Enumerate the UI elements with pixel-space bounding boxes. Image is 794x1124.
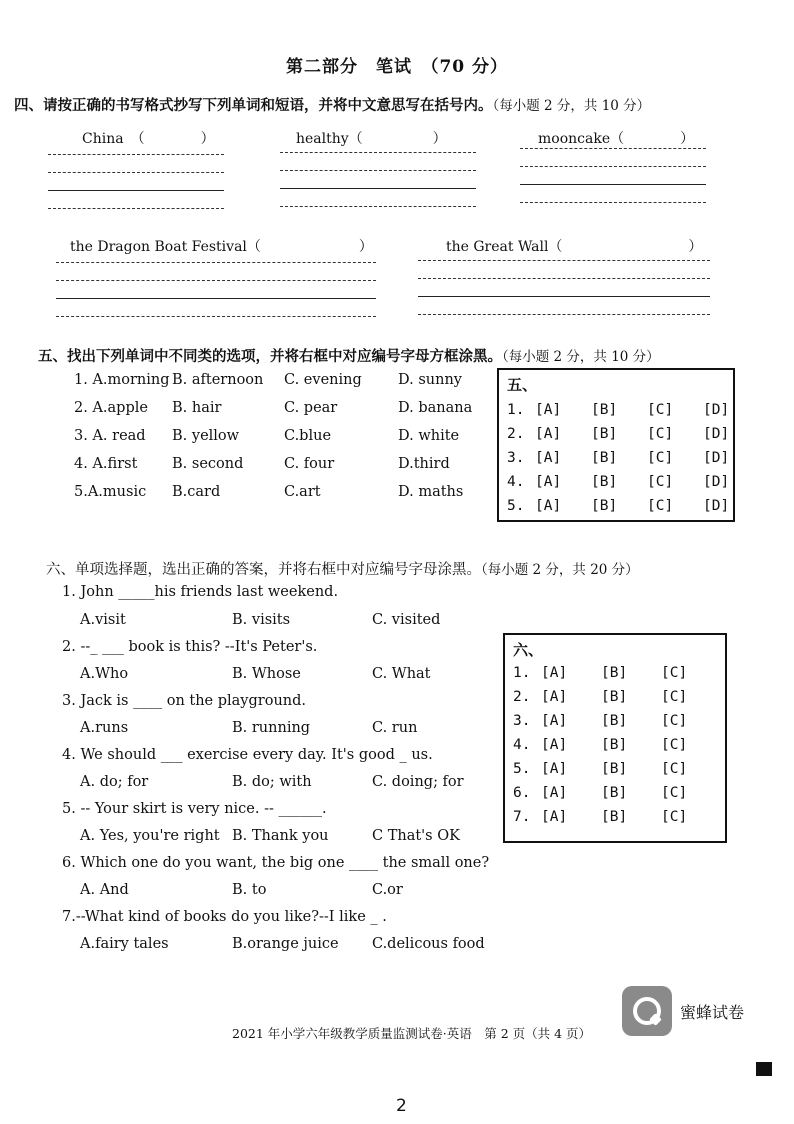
s5-answer-row-2 [507, 426, 729, 442]
s5-ans3-num: 3. [507, 450, 525, 466]
copy-item-healthy: healthy（ ） [296, 131, 447, 147]
s5-q3-d: D. white [398, 428, 460, 444]
s5-ans3-c[interactable]: [C] [647, 450, 674, 466]
s5-q3-c: C.blue [284, 428, 332, 444]
s5-ans3-b[interactable]: [B] [591, 450, 618, 466]
s5-ans1-d[interactable]: [D] [703, 402, 730, 418]
s6-q6-c: C.or [372, 882, 403, 898]
s6-answer-row-5 [513, 761, 687, 777]
s6-q7-a: A.fairy tales [80, 936, 169, 952]
section6-answer-box [503, 633, 727, 843]
s6-q1-b: B. visits [232, 612, 291, 628]
s6-answer-row-3 [513, 713, 687, 729]
s6-q5-stem: 5. -- Your skirt is very nice. -- ______. [62, 801, 327, 817]
s6-q1-a: A.visit [80, 612, 126, 628]
s6-q3-stem: 3. Jack is ____ on the playground. [62, 693, 307, 709]
s6-ans6-num: 6. [513, 785, 531, 801]
copy-item-mooncake: mooncake（ ） [538, 131, 695, 147]
s6-ans5-b[interactable]: [B] [601, 761, 628, 777]
s6-ans7-a[interactable]: [A] [541, 809, 568, 825]
s6-ans3-num: 3. [513, 713, 531, 729]
s5-q4-c: C. four [284, 456, 335, 472]
s6-ans7-b[interactable]: [B] [601, 809, 628, 825]
s6-q3-b: B. running [232, 720, 311, 736]
s6-q5-c: C That's OK [372, 828, 460, 844]
s6-answer-row-2 [513, 689, 687, 705]
writing-lines-china[interactable] [48, 150, 224, 214]
s5-q3-a: 3. A. read [74, 428, 146, 444]
brand-logo-icon [622, 986, 672, 1036]
s5-answer-row-5 [507, 498, 729, 514]
s5-ans1-c[interactable]: [C] [647, 402, 674, 418]
s5-q2-d: D. banana [398, 400, 473, 416]
s6-q5-a: A. Yes, you're right [80, 828, 220, 844]
s6-q4-b: B. do; with [232, 774, 312, 790]
s6-ans5-c[interactable]: [C] [661, 761, 688, 777]
s5-ans4-d[interactable]: [D] [703, 474, 730, 490]
s5-q2-a: 2. A.apple [74, 400, 148, 416]
s6-ans5-a[interactable]: [A] [541, 761, 568, 777]
s6-q4-a: A. do; for [80, 774, 149, 790]
s6-ans2-num: 2. [513, 689, 531, 705]
s5-ans2-num: 2. [507, 426, 525, 442]
s5-q4-a: 4. A.first [74, 456, 138, 472]
s6-q2-b: B. Whose [232, 666, 301, 682]
s5-q5-b: B.card [172, 484, 221, 500]
section5-note: （每小题 2 分，共 10 分） [502, 349, 660, 365]
s5-ans5-d[interactable]: [D] [703, 498, 730, 514]
s6-answer-row-1 [513, 665, 687, 681]
s6-answer-row-6 [513, 785, 687, 801]
s6-q7-c: C.delicous food [372, 936, 485, 952]
section4-heading [14, 94, 650, 115]
section5-heading-text: 五、找出下列单词中不同类的选项，并将右框中对应编号字母方框涂黑。 [38, 348, 502, 365]
section4-note: （每小题 2 分，共 10 分） [492, 98, 651, 114]
s5-ans2-d[interactable]: [D] [703, 426, 730, 442]
s5-answer-row-3 [507, 450, 729, 466]
s5-q4-b: B. second [172, 456, 244, 472]
s5-ans2-c[interactable]: [C] [647, 426, 674, 442]
s5-q1-b: B. afternoon [172, 372, 264, 388]
s5-q1-c: C. evening [284, 372, 362, 388]
s6-q6-stem: 6. Which one do you want, the big one ____ the small one? [62, 855, 490, 871]
section5-answer-box-title: 五、 [507, 376, 538, 394]
s6-q7-b: B.orange juice [232, 936, 339, 952]
s5-ans1-num: 1. [507, 402, 525, 418]
s6-q6-b: B. to [232, 882, 267, 898]
s5-q1-d: D. sunny [398, 372, 462, 388]
s6-ans6-b[interactable]: [B] [601, 785, 628, 801]
corner-mark [756, 1062, 772, 1076]
s6-q5-b: B. Thank you [232, 828, 329, 844]
copy-item-great-wall: the Great Wall（ ） [446, 239, 703, 255]
s6-q2-c: C. What [372, 666, 431, 682]
s6-q3-c: C. run [372, 720, 418, 736]
s5-ans5-a[interactable]: [A] [535, 498, 562, 514]
s6-ans1-b[interactable]: [B] [601, 665, 628, 681]
s5-q2-b: B. hair [172, 400, 222, 416]
s6-ans2-b[interactable]: [B] [601, 689, 628, 705]
section5-answer-box [497, 368, 735, 522]
writing-lines-healthy[interactable] [280, 148, 476, 212]
s6-ans2-a[interactable]: [A] [541, 689, 568, 705]
copy-item-dragon-boat-festival: the Dragon Boat Festival（ ） [70, 239, 373, 255]
s6-ans3-b[interactable]: [B] [601, 713, 628, 729]
s5-ans5-num: 5. [507, 498, 525, 514]
s5-q3-b: B. yellow [172, 428, 240, 444]
s6-q1-stem: 1. John _____his friends last weekend. [62, 584, 339, 600]
s5-ans3-d[interactable]: [D] [703, 450, 730, 466]
s6-ans1-a[interactable]: [A] [541, 665, 568, 681]
s5-ans3-a[interactable]: [A] [535, 450, 562, 466]
page-footer: 2021 年小学六年级教学质量监测试卷·英语 第 2 页（共 4 页） [232, 1026, 592, 1041]
section4-heading-text: 四、请按正确的书写格式抄写下列单词和短语，并将中文意思写在括号内。 [14, 97, 493, 114]
s6-q2-stem: 2. --_ ___ book is this? --It's Peter's. [62, 639, 318, 655]
page-title: 第二部分 笔试 （70 分） [285, 57, 509, 77]
s5-answer-row-1 [507, 402, 729, 418]
s6-q3-a: A.runs [80, 720, 129, 736]
s5-ans2-b[interactable]: [B] [591, 426, 618, 442]
s5-ans2-a[interactable]: [A] [535, 426, 562, 442]
s5-q5-d: D. maths [398, 484, 464, 500]
s6-ans4-b[interactable]: [B] [601, 737, 628, 753]
s6-ans6-c[interactable]: [C] [661, 785, 688, 801]
section5-heading [38, 345, 660, 366]
s5-q4-d: D.third [398, 456, 450, 472]
s5-ans5-b[interactable]: [B] [591, 498, 618, 514]
s6-ans2-c[interactable]: [C] [661, 689, 688, 705]
brand-name: 蜜蜂试卷 [680, 1003, 745, 1022]
s6-q4-c: C. doing; for [372, 774, 464, 790]
s5-q2-c: C. pear [284, 400, 338, 416]
s5-ans1-b[interactable]: [B] [591, 402, 618, 418]
section6-note: （每小题 2 分，共 20 分） [481, 562, 639, 578]
s6-ans1-c[interactable]: [C] [661, 665, 688, 681]
s6-q2-a: A.Who [80, 666, 129, 682]
s6-ans4-num: 4. [513, 737, 531, 753]
s5-ans1-a[interactable]: [A] [535, 402, 562, 418]
s6-ans5-num: 5. [513, 761, 531, 777]
s5-answer-row-4 [507, 474, 729, 490]
s5-q5-a: 5.A.music [74, 484, 147, 500]
s5-ans4-num: 4. [507, 474, 525, 490]
writing-lines-mooncake[interactable] [520, 144, 706, 208]
copy-item-china: China （ ） [82, 131, 215, 147]
s5-ans4-b[interactable]: [B] [591, 474, 618, 490]
s6-ans1-num: 1. [513, 665, 531, 681]
section5-question-list [0, 372, 500, 512]
section6-heading [46, 558, 639, 579]
s6-ans3-a[interactable]: [A] [541, 713, 568, 729]
s6-ans6-a[interactable]: [A] [541, 785, 568, 801]
s6-q4-stem: 4. We should ___ exercise every day. It's good _ us. [62, 747, 433, 763]
writing-lines-great-wall[interactable] [418, 256, 710, 320]
s6-q1-c: C. visited [372, 612, 441, 628]
s6-ans7-c[interactable]: [C] [661, 809, 688, 825]
section6-heading-text: 六、单项选择题，选出正确的答案，并将右框中对应编号字母涂黑。 [46, 562, 481, 578]
section6-question-list [0, 584, 500, 964]
s5-q1-a: 1. A.morning [74, 372, 170, 388]
s5-ans4-c[interactable]: [C] [647, 474, 674, 490]
s6-ans4-a[interactable]: [A] [541, 737, 568, 753]
s6-ans7-num: 7. [513, 809, 531, 825]
s6-ans4-c[interactable]: [C] [661, 737, 688, 753]
s5-q5-c: C.art [284, 484, 321, 500]
s6-q6-a: A. And [80, 882, 129, 898]
page-number: 2 [396, 1096, 407, 1116]
s5-ans4-a[interactable]: [A] [535, 474, 562, 490]
section6-answer-box-title: 六、 [513, 641, 544, 659]
writing-lines-dragon-boat-festival[interactable] [56, 258, 376, 322]
s6-answer-row-4 [513, 737, 687, 753]
s5-ans5-c[interactable]: [C] [647, 498, 674, 514]
s6-answer-row-7 [513, 809, 687, 825]
s6-q7-stem: 7.--What kind of books do you like?--I like _ . [62, 909, 387, 925]
s6-ans3-c[interactable]: [C] [661, 713, 688, 729]
